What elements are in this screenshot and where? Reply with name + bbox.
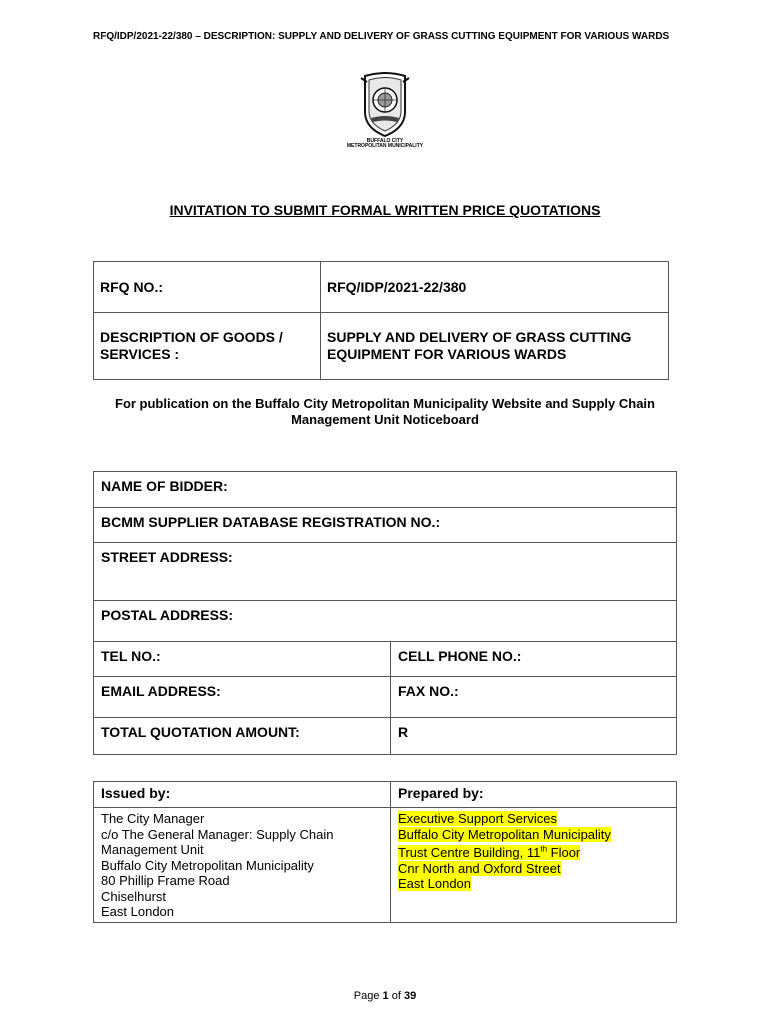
prepared-by-address: [391, 808, 677, 923]
total-quotation-field[interactable]: R: [391, 718, 677, 755]
logo-line-2: METROPOLITAN MUNICIPALITY: [346, 143, 424, 149]
page-current: 1: [382, 990, 389, 1002]
rfq-table: [93, 261, 669, 380]
issued-line: Chiselhurst: [101, 888, 167, 904]
prepared-line: Buffalo City Metropolitan Municipality: [398, 826, 611, 842]
issued-line: East London: [101, 904, 175, 919]
rfq-number-value: RFQ/IDP/2021-22/380: [321, 262, 669, 313]
municipal-logo: [340, 72, 430, 152]
tel-number-field[interactable]: TEL NO.:: [94, 642, 391, 677]
description-label: DESCRIPTION OF GOODS / SERVICES :: [94, 313, 321, 380]
page-total: 39: [403, 990, 417, 1002]
issued-by-address: [94, 808, 391, 923]
registration-number-field[interactable]: BCMM SUPPLIER DATABASE REGISTRATION NO.:: [94, 508, 677, 543]
bidder-name-field[interactable]: NAME OF BIDDER:: [94, 472, 677, 508]
page-of: of: [391, 990, 401, 1002]
street-address-field[interactable]: STREET ADDRESS:: [94, 543, 677, 601]
issued-line: Management Unit: [101, 842, 204, 857]
issued-line: c/o The General Manager: Supply Chain: [101, 826, 334, 842]
prepared-line: East London: [398, 876, 472, 892]
rfq-number-label: RFQ NO.:: [94, 262, 321, 313]
bidder-details-table: [93, 471, 677, 755]
prepared-line: Cnr North and Oxford Street: [398, 860, 561, 876]
floor-suffix: Floor: [547, 845, 581, 861]
floor-superscript: th: [540, 845, 548, 854]
document-header: RFQ/IDP/2021-22/380 – DESCRIPTION: SUPPLY AND DELIVERY OF GRASS CUTTING EQUIPMENT FOR VARIOUS WARDS: [93, 31, 670, 42]
logo-line-1: BUFFALO CITY: [366, 138, 404, 144]
prepared-line: Trust Centre Building, 11: [398, 845, 541, 861]
prepared-by-label: Prepared by:: [391, 782, 677, 808]
publication-note: For publication on the Buffalo City Metropolitan Municipality Website and Supply Chain Management Unit Noticeboard: [115, 396, 655, 427]
issued-line: Buffalo City Metropolitan Municipality: [101, 857, 314, 873]
page-number: [0, 990, 770, 1002]
issued-prepared-table: [93, 781, 677, 923]
page-title: INVITATION TO SUBMIT FORMAL WRITTEN PRICE QUOTATIONS: [169, 202, 601, 218]
email-address-field[interactable]: EMAIL ADDRESS:: [94, 677, 391, 718]
municipal-crest-icon: [359, 72, 411, 138]
issued-by-label: Issued by:: [94, 782, 391, 808]
issued-line: The City Manager: [101, 811, 205, 826]
prepared-line: Executive Support Services: [398, 811, 557, 826]
page-word: Page: [353, 990, 380, 1002]
issued-line: 80 Phillip Frame Road: [101, 873, 230, 888]
cell-phone-field[interactable]: CELL PHONE NO.:: [391, 642, 677, 677]
description-value: SUPPLY AND DELIVERY OF GRASS CUTTING EQUIPMENT FOR VARIOUS WARDS: [321, 313, 669, 380]
fax-number-field[interactable]: FAX NO.:: [391, 677, 677, 718]
total-quotation-label: TOTAL QUOTATION AMOUNT:: [94, 718, 391, 755]
postal-address-field[interactable]: POSTAL ADDRESS:: [94, 601, 677, 642]
